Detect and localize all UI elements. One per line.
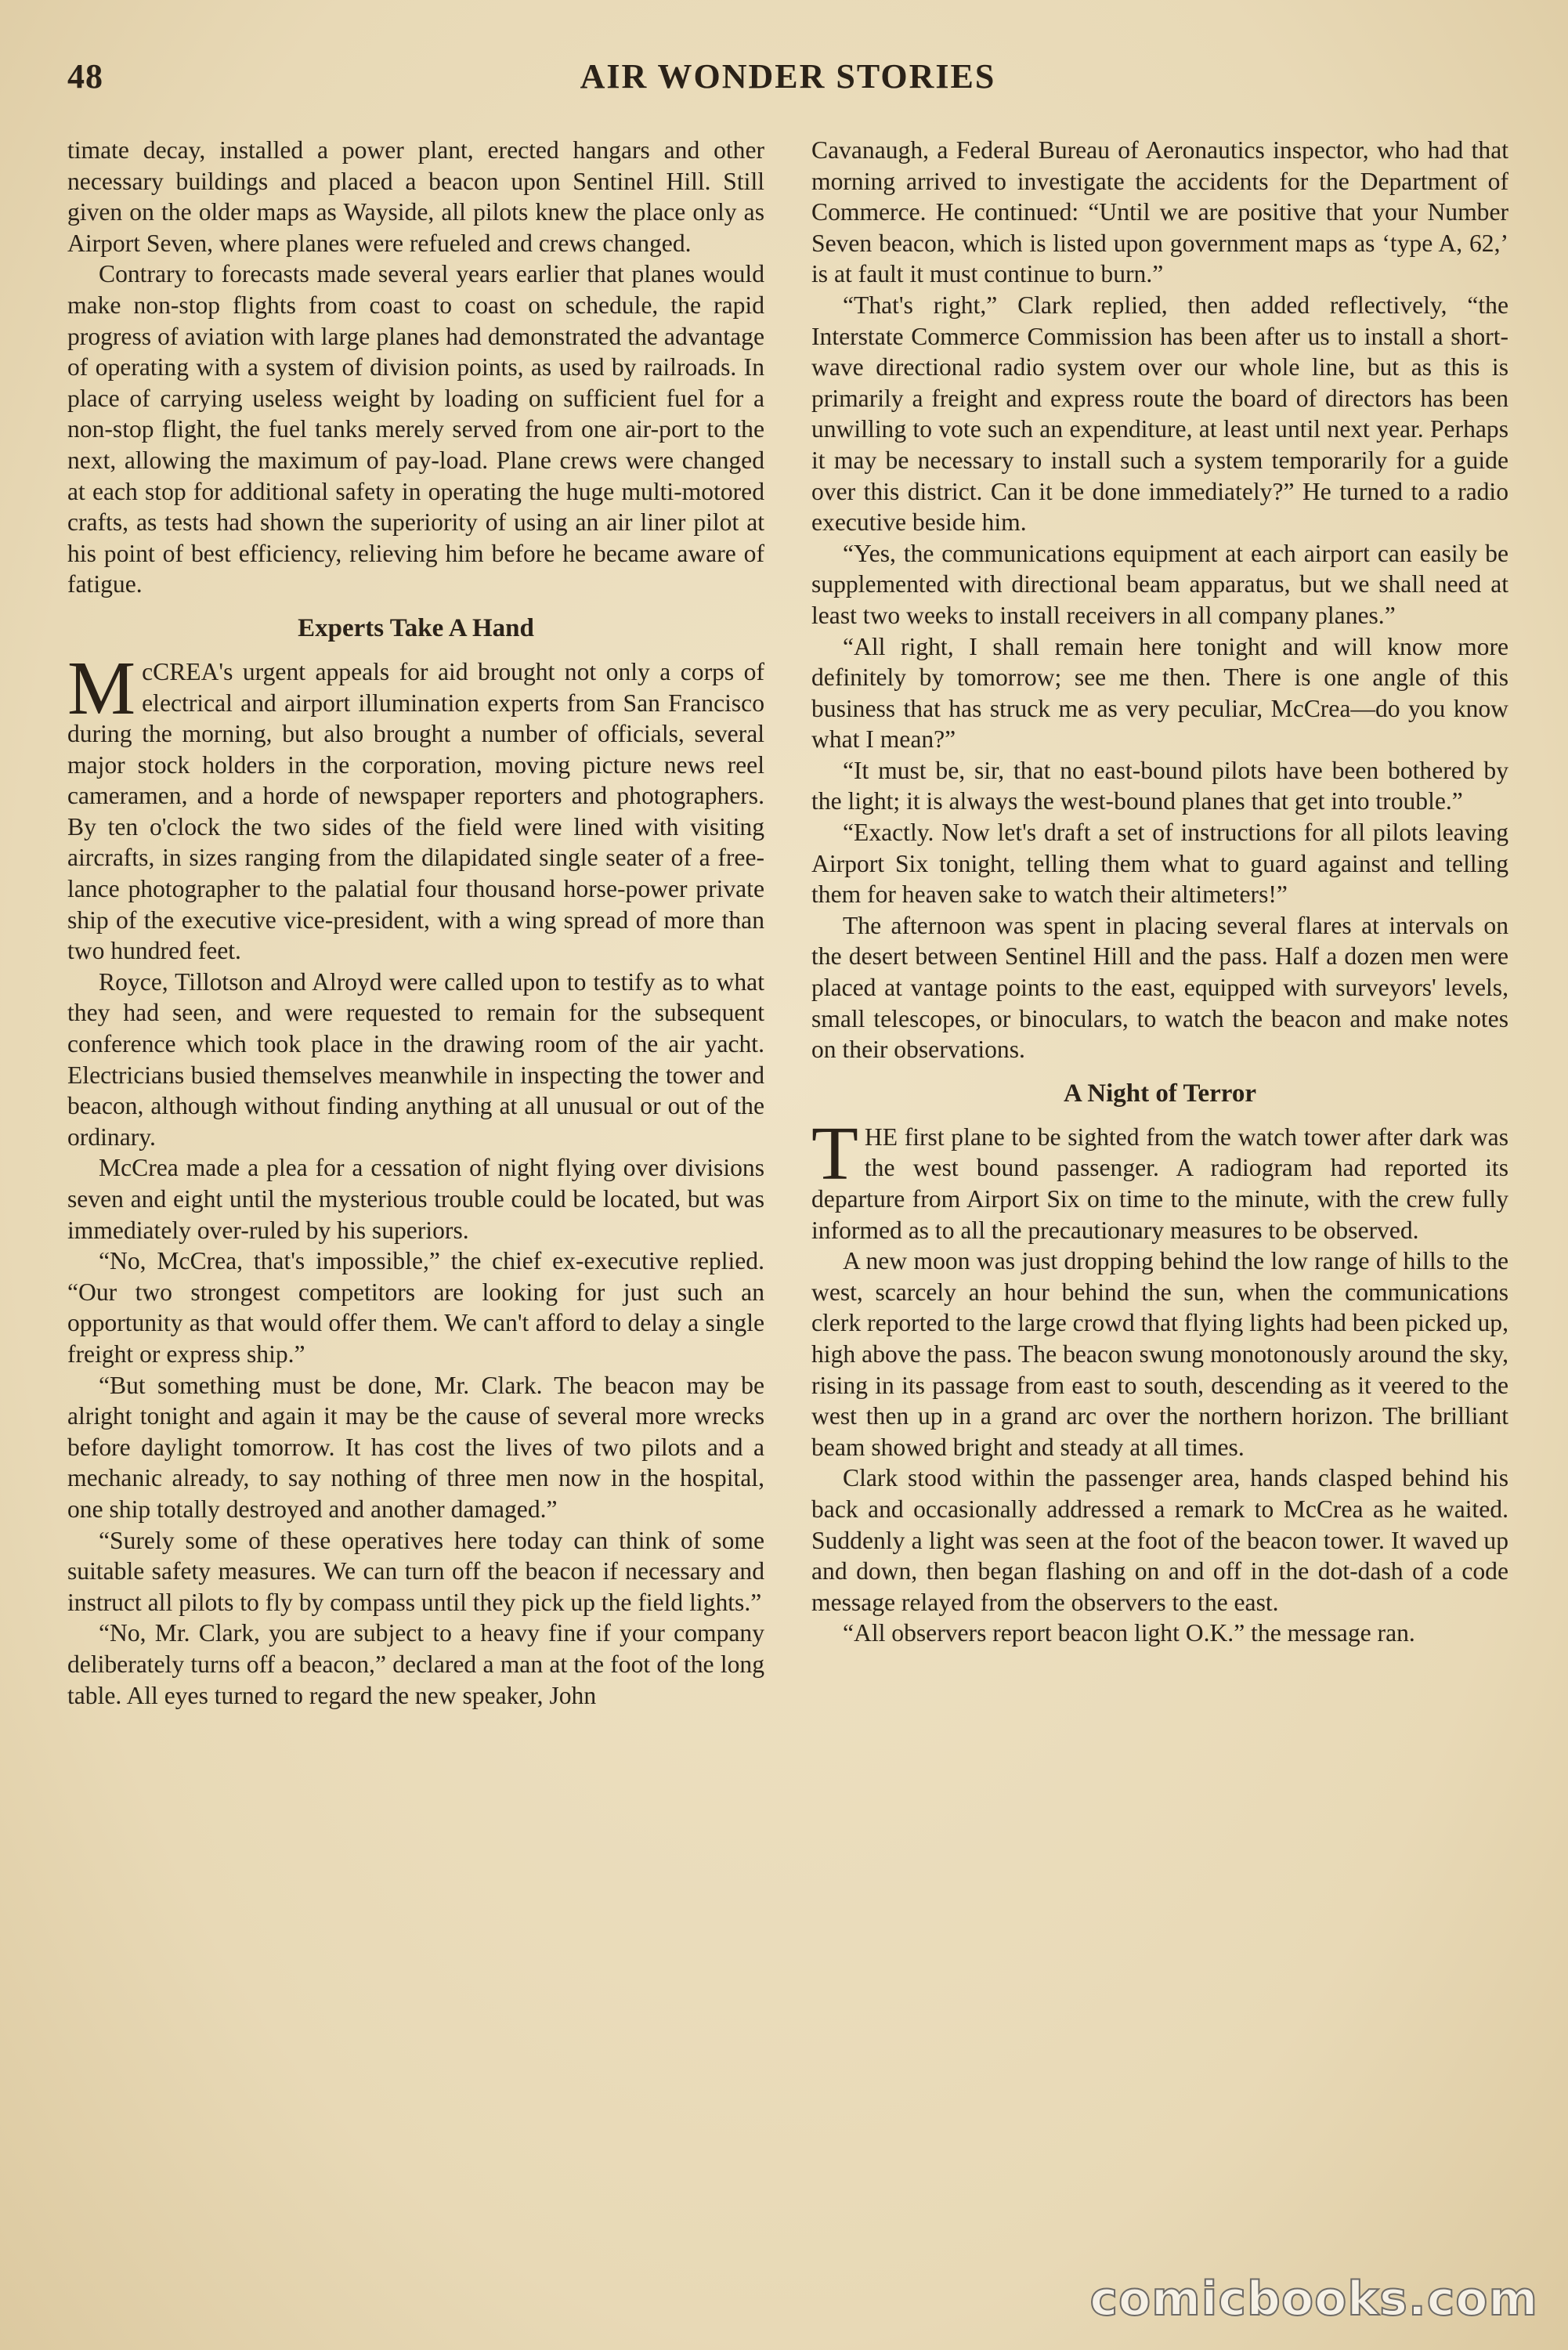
paragraph: The afternoon was spent in placing several flares at intervals on the desert between Sentinel Hill and the pass. Half a dozen men were placed at vantage points to the east, equipped with surveyors' levels, small telescopes, or binoculars, to watch the beacon and make notes on their observations. — [811, 911, 1508, 1064]
right-column — [811, 135, 1508, 2273]
paragraph-text: HE first plane to be sighted from the watch tower after dark was the west bound passenger. A radiogram had reported its departure from Airport Six on time to the minute, with the crew fully informed as to all the precautionary measures to be observed. — [811, 1123, 1508, 1244]
paragraph: A new moon was just dropping behind the low range of hills to the west, scarcely an hour behind the sun, when the communications clerk reported to the large crowd that flying lights had been picked up, high above the pass. The beacon swung monotonously around the sky, rising in its passage from east to south, descending as it veered to the west then up in a grand arc over the northern horizon. The brilliant beam showed bright and steady at all times. — [811, 1247, 1508, 1461]
paragraph: “Exactly. Now let's draft a set of instructions for all pilots leaving Airport Six tonight, telling them what to guard against and telling them for heaven sake to watch their altimeters!” — [811, 819, 1508, 909]
magazine-title: AIR WONDER STORIES — [580, 57, 996, 96]
paragraph: “All observers report beacon light O.K.” the message ran. — [843, 1619, 1415, 1647]
section-heading-experts: Experts Take A Hand — [298, 613, 534, 642]
paragraph: “No, Mr. Clark, you are subject to a heavy fine if your company deliberately turns off a beacon,” declared a man at the foot of the long table. All eyes turned to regard the new speaker, John — [67, 1619, 764, 1709]
paragraph: “Surely some of these operatives here today can think of some suitable safety measures. We can turn off the beacon if necessary and instruct all pilots to fly by compass until they pick up the field lights.” — [67, 1526, 764, 1616]
page-number: 48 — [67, 57, 103, 96]
paragraph: McCrea made a plea for a cessation of night flying over divisions seven and eight until the mysterious trouble could be located, but was immediately over-ruled by his superiors. — [67, 1154, 764, 1244]
paragraph-dropcap — [67, 645, 764, 967]
section-heading-night-of-terror: A Night of Terror — [1064, 1079, 1256, 1108]
paragraph: “That's right,” Clark replied, then added reflectively, “the Interstate Commerce Commission has been after us to install a short-wave directional radio system over our whole line, but as this is primarily a freight and express route the board of directors has been unwilling to vote such an expenditure, at least until next year. Perhaps it may be necessary to install such a system temporarily for a guide over this district. Can it be done immediately?” He turned to a radio executive beside him. — [811, 291, 1508, 537]
paragraph: Contrary to forecasts made several years earlier that planes would make non-stop flights from coast to coast on schedule, the rapid progress of aviation with large planes had demonstrated the advantage of operating with a system of division points, as used by railroads. In place of carrying useless weight by loading on sufficient fuel for a non-stop flight, the fuel tanks merely served from one air-port to the next, allowing the maximum of pay-load. Plane crews were changed at each stop for additional safety in operating the huge multi-motored crafts, as tests had shown the superiority of using an air liner pilot at his point of best efficiency, relieving him before he became aware of fatigue. — [67, 260, 764, 598]
watermark-logo: comicbooks.com — [1089, 2272, 1538, 2326]
paragraph: Cavanaugh, a Federal Bureau of Aeronautics inspector, who had that morning arrived to investigate the accidents for the Department of Commerce. He continued: “Until we are positive that your Number Seven beacon, which is listed upon government maps as ‘type A, 62,’ is at fault it must continue to burn.” — [811, 136, 1508, 288]
paragraph: Royce, Tillotson and Alroyd were called upon to testify as to what they had seen, and were requested to remain for the subsequent conference which took place in the drawing room of the air yacht. Electricians busied themselves meanwhile in inspecting the tower and beacon, although without finding anything at all unusual or out of the ordinary. — [67, 967, 764, 1151]
left-column — [67, 135, 764, 2273]
paragraph: “All right, I shall remain here tonight and will know more definitely by tomorrow; see me then. There is one angle of this business that has struck me as very peculiar, McCrea—do you know what I mean?” — [811, 632, 1508, 754]
paragraph: “No, McCrea, that's impossible,” the chief ex-executive replied. “Our two strongest competitors are looking for just such an opportunity as that would offer them. We can't afford to delay a single freight or express ship.” — [67, 1247, 764, 1368]
paragraph: “But something must be done, Mr. Clark. The beacon may be alright tonight and again it may be the cause of several more wrecks before daylight tomorrow. It has cost the lives of two pilots and a mechanic already, to say nothing of three men now in the hospital, one ship totally destroyed and another damaged.” — [67, 1371, 764, 1523]
article-columns — [67, 135, 1508, 2273]
drop-cap: T — [811, 1111, 858, 1196]
paragraph: timate decay, installed a power plant, erected hangars and other necessary buildings and placed a beacon upon Sentinel Hill. Still given on the older maps as Wayside, all pilots knew the place only as Airport Seven, where planes were refueled and crews changed. — [67, 136, 764, 257]
drop-cap: M — [67, 645, 136, 731]
paragraph: “It must be, sir, that no east-bound pilots have been bothered by the light; it is always the west-bound planes that get into trouble.” — [811, 756, 1508, 815]
paragraph-dropcap — [811, 1111, 1508, 1246]
paragraph: Clark stood within the passenger area, hands clasped behind his back and occasionally addressed a remark to McCrea as he waited. Suddenly a light was seen at the foot of the beacon tower. It waved up and down, then began flashing on and off in the dot-dash of a code message relayed from the observers to the east. — [811, 1464, 1508, 1616]
paragraph: “Yes, the communications equipment at each airport can easily be supplemented with directional beam apparatus, but we shall need at least two weeks to install receivers in all company planes.” — [811, 539, 1508, 629]
page-header — [67, 56, 1508, 111]
paragraph-text: cCREA's urgent appeals for aid brought not only a corps of electrical and airport illumination experts from San Francisco during the morning, but also brought a number of officials, several major stock holders in the corporation, moving picture news reel cameramen, and a horde of newspaper reporters and photographers. By ten o'clock the two sides of the field were lined with visiting aircrafts, in sizes ranging from the dilapidated single seater of a free-lance photographer to the palatial four thousand horse-power private ship of the executive vice-president, with a wing spread of more than two hundred feet. — [67, 657, 764, 965]
